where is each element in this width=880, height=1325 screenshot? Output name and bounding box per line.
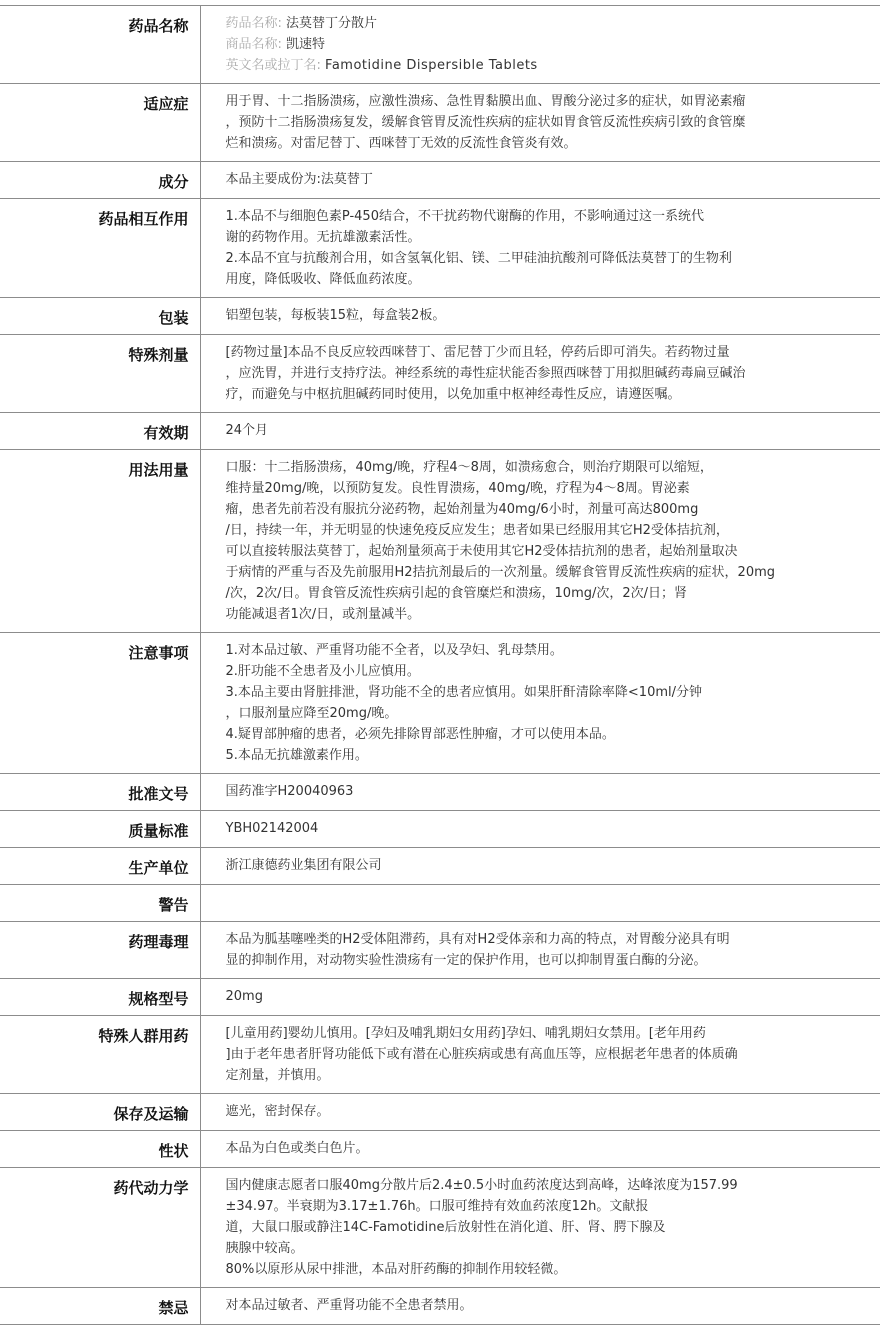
row-label: 药理毒理	[0, 922, 200, 979]
row-text-line: 定剂量，并慎用。	[225, 1068, 330, 1083]
row-text-line: 谢的药物作用。无抗雄激素活性。	[225, 230, 421, 245]
row-text-line: /日，持续一年，并无明显的快速免疫反应发生；患者如果已经服用其它H2受体拮抗剂，	[225, 523, 729, 538]
generic-name-value: 法莫替丁分散片	[286, 16, 378, 31]
english-name-value: Famotidine Dispersible Tablets	[325, 58, 538, 73]
info-row	[0, 413, 880, 450]
row-text-line: 用于胃、十二指肠溃疡，应激性溃疡、急性胃黏膜出血、胃酸分泌过多的症状，如胃泌素瘤	[225, 94, 746, 109]
row-text-line: 本品主要成份为:法莫替丁	[225, 172, 373, 187]
row-value	[200, 162, 880, 199]
row-value	[200, 298, 880, 335]
row-text-line: 口服：十二指肠溃疡，40mg/晚，疗程4～8周，如溃疡愈合，则治疗期限可以缩短，	[225, 460, 713, 475]
info-row	[0, 885, 880, 922]
row-text-line: 3.本品主要由肾脏排泄，肾功能不全的患者应慎用。如果肝酐清除率降<10ml/分钟	[225, 685, 702, 700]
row-label: 规格型号	[0, 979, 200, 1016]
row-text-line: 浙江康德药业集团有限公司	[225, 858, 382, 873]
row-text-line: 可以直接转服法莫替丁，起始剂量须高于未使用其它H2受体拮抗剂的患者，起始剂量取决	[225, 544, 738, 559]
row-label: 药代动力学	[0, 1168, 200, 1288]
row-text-line: ，口服剂量应降至20mg/晚。	[225, 706, 398, 721]
trade-name-line	[226, 34, 873, 55]
row-label: 特殊剂量	[0, 335, 200, 413]
row-text-line: 24个月	[225, 423, 269, 438]
info-row	[0, 848, 880, 885]
drug-name-row	[0, 6, 880, 84]
row-text-line: 1.本品不与细胞色素P-450结合，不干扰药物代谢酶的作用，不影响通过这一系统代	[225, 209, 704, 224]
row-text-line: 4.疑胃部肿瘤的患者，必须先排除胃部恶性肿瘤，才可以使用本品。	[225, 727, 615, 742]
info-row	[0, 199, 880, 298]
drug-name-values	[200, 6, 880, 84]
row-text-line: 5.本品无抗雄激素作用。	[225, 748, 368, 763]
generic-name-key: 药品名称:	[225, 16, 282, 31]
row-text-line: 功能减退者1次/日，或剂量减半。	[225, 607, 421, 622]
row-text-line: 1.对本品过敏、严重肾功能不全者，以及孕妇、乳母禁用。	[225, 643, 563, 658]
info-row	[0, 1131, 880, 1168]
row-label: 保存及运输	[0, 1094, 200, 1131]
row-text-line: 本品为胍基噻唑类的H2受体阻滞药，具有对H2受体亲和力高的特点，对胃酸分泌具有明	[225, 932, 730, 947]
row-text-line: 显的抑制作用，对动物实验性溃疡有一定的保护作用，也可以抑制胃蛋白酶的分泌。	[225, 953, 707, 968]
row-text-line: 2.本品不宜与抗酸剂合用，如含氢氧化铝、镁、二甲硅油抗酸剂可降低法莫替丁的生物利	[225, 251, 732, 266]
english-name-line	[226, 55, 873, 76]
row-label: 适应症	[0, 84, 200, 162]
row-text-line: 道，大鼠口服或静注14C-Famotidine后放射性在消化道、肝、肾、腭下腺及	[225, 1220, 666, 1235]
row-text-line: 维持量20mg/晚，以预防复发。良性胃溃疡，40mg/晚，疗程为4～8周。胃泌素	[225, 481, 690, 496]
row-value	[200, 450, 880, 633]
row-text-line: 本品为白色或类白色片。	[225, 1141, 369, 1156]
info-row	[0, 979, 880, 1016]
row-text-line: [药物过量]本品不良反应较西咪替丁、雷尼替丁少而且轻，停药后即可消失。若药物过量	[225, 345, 730, 360]
row-value	[200, 848, 880, 885]
info-row	[0, 1168, 880, 1288]
generic-name-line	[226, 13, 873, 34]
info-row	[0, 298, 880, 335]
row-text-line: 于病情的严重与否及先前服用H2拮抗剂最后的一次剂量。缓解食管胃反流性疾病的症状，20mg	[225, 565, 776, 580]
row-text-line: 对本品过敏者、严重肾功能不全患者禁用。	[225, 1298, 473, 1313]
info-row	[0, 84, 880, 162]
info-row	[0, 1288, 880, 1325]
row-value	[200, 1131, 880, 1168]
row-label: 注意事项	[0, 633, 200, 774]
row-text-line: /次，2次/日。胃食管反流性疾病引起的食管糜烂和溃疡，10mg/次，2次/日；肾	[225, 586, 688, 601]
row-value	[200, 84, 880, 162]
row-value	[200, 335, 880, 413]
row-label: 特殊人群用药	[0, 1016, 200, 1094]
row-label: 警告	[0, 885, 200, 922]
row-text-line: ，预防十二指肠溃疡复发，缓解食管胃反流性疾病的症状如胃食管反流性疾病引致的食管糜	[225, 115, 746, 130]
row-label: 药品相互作用	[0, 199, 200, 298]
drug-info-body	[0, 6, 880, 1325]
row-value	[200, 1288, 880, 1325]
drug-name-label: 药品名称	[0, 6, 200, 84]
row-text-line: ±34.97。半衰期为3.17±1.76h。口服可维持有效血药浓度12h。文献报	[225, 1199, 649, 1214]
info-row	[0, 633, 880, 774]
info-row	[0, 922, 880, 979]
info-row	[0, 450, 880, 633]
trade-name-value: 凯速特	[286, 37, 326, 52]
row-label: 生产单位	[0, 848, 200, 885]
row-text-line: ]由于老年患者肝肾功能低下或有潜在心脏疾病或患有高血压等，应根据老年患者的体质确	[225, 1047, 738, 1062]
row-value	[200, 633, 880, 774]
row-text-line: 铝塑包装，每板装15粒，每盒装2板。	[225, 308, 446, 323]
row-text-line: 烂和溃疡。对雷尼替丁、西咪替丁无效的反流性食管炎有效。	[225, 136, 577, 151]
info-row	[0, 811, 880, 848]
row-text-line: 遮光，密封保存。	[225, 1104, 330, 1119]
row-value	[200, 1016, 880, 1094]
row-label: 用法用量	[0, 450, 200, 633]
row-text-line: [儿童用药]婴幼儿慎用。[孕妇及哺乳期妇女用药]孕妇、哺乳期妇女禁用。[老年用药	[225, 1026, 706, 1041]
row-value	[200, 774, 880, 811]
row-value	[200, 1168, 880, 1288]
row-text-line: 疗，而避免与中枢抗胆碱药同时使用，以免加重中枢神经毒性反应，请遵医嘱。	[225, 387, 681, 402]
info-row	[0, 162, 880, 199]
row-value	[200, 885, 880, 922]
info-row	[0, 774, 880, 811]
row-value	[200, 811, 880, 848]
trade-name-key: 商品名称:	[225, 37, 282, 52]
row-label: 包装	[0, 298, 200, 335]
row-text-line: 80%以原形从尿中排泄，本品对肝药酶的抑制作用较轻微。	[225, 1262, 567, 1277]
info-row	[0, 1094, 880, 1131]
info-row	[0, 1016, 880, 1094]
drug-info-table	[0, 5, 880, 1325]
info-row	[0, 335, 880, 413]
row-label: 有效期	[0, 413, 200, 450]
row-text-line: 胰腺中较高。	[225, 1241, 304, 1256]
row-value	[200, 1094, 880, 1131]
row-label: 质量标准	[0, 811, 200, 848]
row-value	[200, 199, 880, 298]
row-text-line: 国内健康志愿者口服40mg分散片后2.4±0.5小时血药浓度达到高峰，达峰浓度为157.99	[225, 1178, 738, 1193]
row-value	[200, 922, 880, 979]
row-value	[200, 979, 880, 1016]
row-label: 禁忌	[0, 1288, 200, 1325]
row-label: 批准文号	[0, 774, 200, 811]
english-name-key: 英文名或拉丁名:	[225, 58, 321, 73]
row-text-line: 20mg	[225, 989, 263, 1004]
row-label: 成分	[0, 162, 200, 199]
row-value	[200, 413, 880, 450]
row-text-line: 瘤，患者先前若没有服抗分泌药物，起始剂量为40mg/6小时，剂量可高达800mg	[225, 502, 699, 517]
row-text-line: 国药准字H20040963	[225, 784, 354, 799]
row-label: 性状	[0, 1131, 200, 1168]
row-text-line: 2.肝功能不全患者及小儿应慎用。	[225, 664, 420, 679]
row-text-line: ，应洗胃，并进行支持疗法。神经系统的毒性症状能否参照西咪替丁用拟胆碱药毒扁豆碱治	[225, 366, 746, 381]
row-text-line: 用度，降低吸收、降低血药浓度。	[225, 272, 421, 287]
row-text-line: YBH02142004	[225, 821, 319, 836]
